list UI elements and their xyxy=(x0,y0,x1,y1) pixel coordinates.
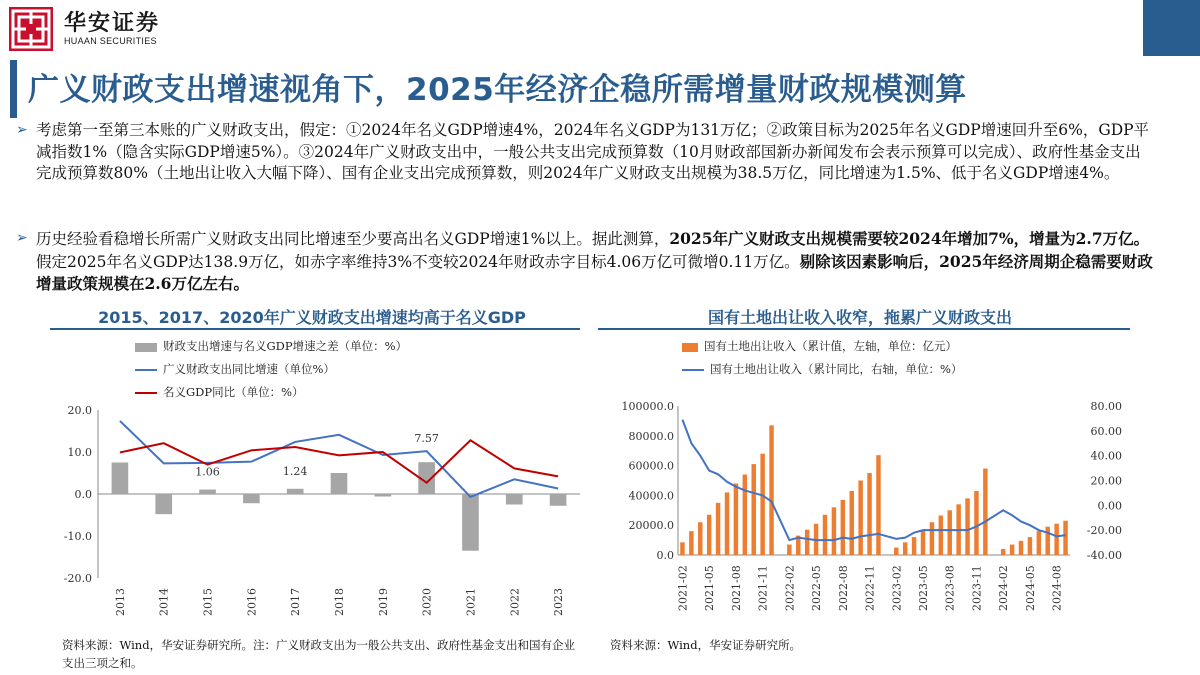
left-legend-label-3: 名义GDP同比（单位：%） xyxy=(163,385,304,399)
huaan-logo-icon xyxy=(8,6,54,52)
bar-2021-11 xyxy=(760,454,764,555)
bullet-2-run-2: 2025年广义财政支出规模需要较2024年增加7%，增量为2.7万亿。 xyxy=(669,229,1150,248)
bar-2024-09 xyxy=(1063,521,1067,555)
x-tick-label: 2021-05 xyxy=(703,565,717,611)
x-tick-label: 2020 xyxy=(420,588,434,616)
bar-2024-05 xyxy=(1028,537,1032,555)
x-tick-label: 2024-08 xyxy=(1050,565,1064,611)
x-tick-label: 2023-11 xyxy=(970,565,984,611)
bar-2022-10 xyxy=(858,481,862,556)
bar-2022-12 xyxy=(876,455,880,555)
x-tick-label: 2021 xyxy=(464,588,478,616)
bar-2022-09 xyxy=(850,491,854,555)
bar-2023-12 xyxy=(983,469,987,555)
x-tick-label: 2018 xyxy=(333,588,346,616)
right-y-tick-label: 0.00 xyxy=(1097,499,1122,513)
legend-orange-bar-swatch xyxy=(682,343,698,352)
left-chart-title: 2015、2017、2020年广义财政支出增速均高于名义GDP xyxy=(98,308,526,327)
left-y-tick-label: 100000.0 xyxy=(621,400,674,413)
bar-2021-12 xyxy=(769,425,773,555)
bullet-2-run-3: 假定2025年名义GDP达138.9万亿，如赤字率维持3%不变较2024年财政赤字目标4.06万亿可微增0.11万亿。 xyxy=(36,252,800,271)
bar-2022 xyxy=(506,494,523,505)
bar-2015 xyxy=(199,490,216,494)
bar-2023-06 xyxy=(930,522,934,555)
bar-2019 xyxy=(374,494,391,497)
x-tick-label: 2019 xyxy=(376,588,390,616)
bar-2023-08 xyxy=(948,510,952,555)
left-y-tick-label: 80000.0 xyxy=(628,429,674,443)
page-title: 广义财政支出增速视角下，2025年经济企稳所需增量财政规模测算 xyxy=(28,72,967,108)
bar-data-label: 1.24 xyxy=(282,464,308,478)
right-legend-item-2 xyxy=(682,361,962,377)
bullet-arrow-icon: ➢ xyxy=(16,230,28,246)
bar-data-label: 1.06 xyxy=(195,465,220,479)
bar-2021-04 xyxy=(698,522,702,555)
x-tick-label: 2024-02 xyxy=(997,565,1011,611)
legend-red-line-swatch xyxy=(135,392,157,394)
bar-2022-06 xyxy=(823,515,827,555)
bar-2014 xyxy=(155,494,172,514)
x-tick-label: 2023-05 xyxy=(917,565,930,611)
x-tick-label: 2021-02 xyxy=(676,565,690,611)
bar-2021-05 xyxy=(707,515,711,555)
brand-name: 华安证券 xyxy=(64,10,161,36)
bar-2022-04 xyxy=(805,530,809,555)
x-tick-label: 2017 xyxy=(289,588,303,616)
left-legend-item-1 xyxy=(135,338,407,354)
bar-2021 xyxy=(462,494,479,551)
bar-2023-05 xyxy=(921,530,925,555)
x-tick-label: 2023 xyxy=(552,588,566,616)
title-accent-bar xyxy=(10,60,17,118)
right-y-tick-label: -20.00 xyxy=(1086,524,1122,538)
x-tick-label: 2013 xyxy=(113,588,127,616)
bar-2021-03 xyxy=(689,531,693,555)
left-legend-label-2: 广义财政支出同比增速（单位%） xyxy=(163,362,335,376)
bar-2022-02 xyxy=(787,545,791,555)
bar-2024-03 xyxy=(1010,545,1014,555)
bar-data-label: 7.57 xyxy=(414,432,439,446)
bar-2022-08 xyxy=(841,500,845,555)
bullet-1-text: 考虑第一至第三本账的广义财政支出，假定：①2024年名义GDP增速4%，2024年名义GDP为131万亿；②政策目标为2025年名义GDP增速回升至6%，GDP平减指数1%（隐含实际GDP增速5%）。③2024年广义财政支出中，一般公共支出完成预算数（10月财政部国新办新闻发布会表示预算可以完成）、政府性基金支出完成预算数80%（土地出让收入大幅下降）、国有企业支出完成预算数，则2024年广义财政支出规模为38.5万亿，同比增速为1.5%、低于名义GDP增速4%。 xyxy=(36,121,1150,182)
bar-2022-11 xyxy=(867,473,871,555)
bar-2023-11 xyxy=(974,491,978,555)
bullet-2-run-1: 历史经验看稳增长所需广义财政支出同比增速至少要高出名义GDP增速1%以上。据此测算， xyxy=(36,230,670,248)
legend-gray-bar-swatch xyxy=(135,343,157,352)
bar-2013 xyxy=(112,463,129,495)
bar-2023-04 xyxy=(912,537,916,555)
bar-2016 xyxy=(243,494,260,503)
bar-2024-07 xyxy=(1046,527,1050,555)
right-chart-source: 资料来源：Wind，华安证券研究所。 xyxy=(610,638,802,652)
left-legend-item-2 xyxy=(135,361,335,377)
right-y-tick-label: 20.00 xyxy=(1090,474,1122,488)
bar-2024-08 xyxy=(1054,524,1058,555)
right-legend-label-2: 国有土地出让收入（累计同比，右轴，单位：%） xyxy=(710,362,963,376)
left-legend-label-1: 财政支出增速与名义GDP增速之差（单位：%） xyxy=(163,339,408,353)
bar-2023-02 xyxy=(894,548,898,555)
bar-2017 xyxy=(287,489,304,494)
right-y-tick-label: 40.00 xyxy=(1090,449,1122,463)
corner-accent-block xyxy=(1143,0,1200,56)
x-tick-label: 2024-05 xyxy=(1023,565,1037,611)
bar-2021-02 xyxy=(680,542,684,555)
right-y-tick-label: -40.00 xyxy=(1086,549,1122,562)
x-tick-label: 2021-08 xyxy=(729,565,743,611)
x-tick-label: 2022-11 xyxy=(863,565,877,611)
bar-2023-07 xyxy=(939,516,943,555)
bullet-2 xyxy=(16,228,1156,296)
left-chart-rule xyxy=(50,328,580,330)
blue-line-series xyxy=(682,420,1065,540)
x-tick-label: 2022-05 xyxy=(810,565,824,611)
left-chart-source: 资料来源：Wind，华安证券研究所。注：广义财政支出为一般公共支出、政府性基金支出和国有企业支出三项之和。 xyxy=(62,638,576,670)
right-legend-item-1 xyxy=(682,338,957,354)
bar-2021-08 xyxy=(734,483,738,555)
right-chart xyxy=(600,392,1160,628)
left-y-tick-label: 40000.0 xyxy=(628,489,674,503)
legend-blue-line-swatch xyxy=(135,369,157,371)
brand-name-en: HUAAN SECURITIES xyxy=(64,36,157,46)
y-tick-label: 20.0 xyxy=(67,404,92,417)
left-y-tick-label: 0.0 xyxy=(656,549,674,562)
right-legend-label-1: 国有土地出让收入（累计值，左轴，单位：亿元） xyxy=(704,339,957,353)
x-tick-label: 2022-08 xyxy=(836,565,850,611)
x-tick-label: 2021-11 xyxy=(756,565,770,611)
left-chart xyxy=(40,398,590,628)
bullet-2-run-4: 剔除该因素影响后，2025年经济周期企稳需要财政增量政策规模在2.6万亿左右。 xyxy=(36,251,1153,293)
bar-2021-07 xyxy=(725,492,729,555)
bar-2022-07 xyxy=(832,507,836,555)
x-tick-label: 2014 xyxy=(157,588,171,616)
left-y-tick-label: 60000.0 xyxy=(628,459,674,473)
bar-2024-04 xyxy=(1019,541,1023,555)
left-y-tick-label: 20000.0 xyxy=(628,519,674,533)
legend-blue-line-swatch xyxy=(682,369,704,371)
x-tick-label: 2016 xyxy=(245,588,259,616)
bar-2023-03 xyxy=(903,542,907,555)
bar-2021-10 xyxy=(752,464,756,555)
bullet-arrow-icon: ➢ xyxy=(16,122,28,138)
bar-2021-06 xyxy=(716,503,720,555)
bar-2023 xyxy=(550,494,567,506)
y-tick-label: 10.0 xyxy=(67,446,92,459)
x-tick-label: 2015 xyxy=(201,588,215,616)
right-y-tick-label: 60.00 xyxy=(1090,424,1122,438)
right-chart-title: 国有土地出让收入收窄，拖累广义财政支出 xyxy=(707,308,1012,327)
x-tick-label: 2022 xyxy=(508,588,522,616)
right-y-tick-label: 80.00 xyxy=(1090,400,1122,413)
bar-2023-10 xyxy=(965,498,969,555)
y-tick-label: 0.0 xyxy=(74,488,92,501)
bar-2018 xyxy=(331,473,348,494)
x-tick-label: 2023-08 xyxy=(943,565,957,611)
y-tick-label: -20.0 xyxy=(63,572,92,585)
x-tick-label: 2023-02 xyxy=(890,565,904,611)
right-chart-rule xyxy=(598,328,1130,330)
bar-2021-09 xyxy=(743,475,747,555)
y-tick-label: -10.0 xyxy=(63,530,92,543)
bar-2024-06 xyxy=(1037,531,1041,555)
x-tick-label: 2022-02 xyxy=(783,565,797,611)
bullet-1 xyxy=(16,120,1156,185)
bar-2024-02 xyxy=(1001,549,1005,555)
